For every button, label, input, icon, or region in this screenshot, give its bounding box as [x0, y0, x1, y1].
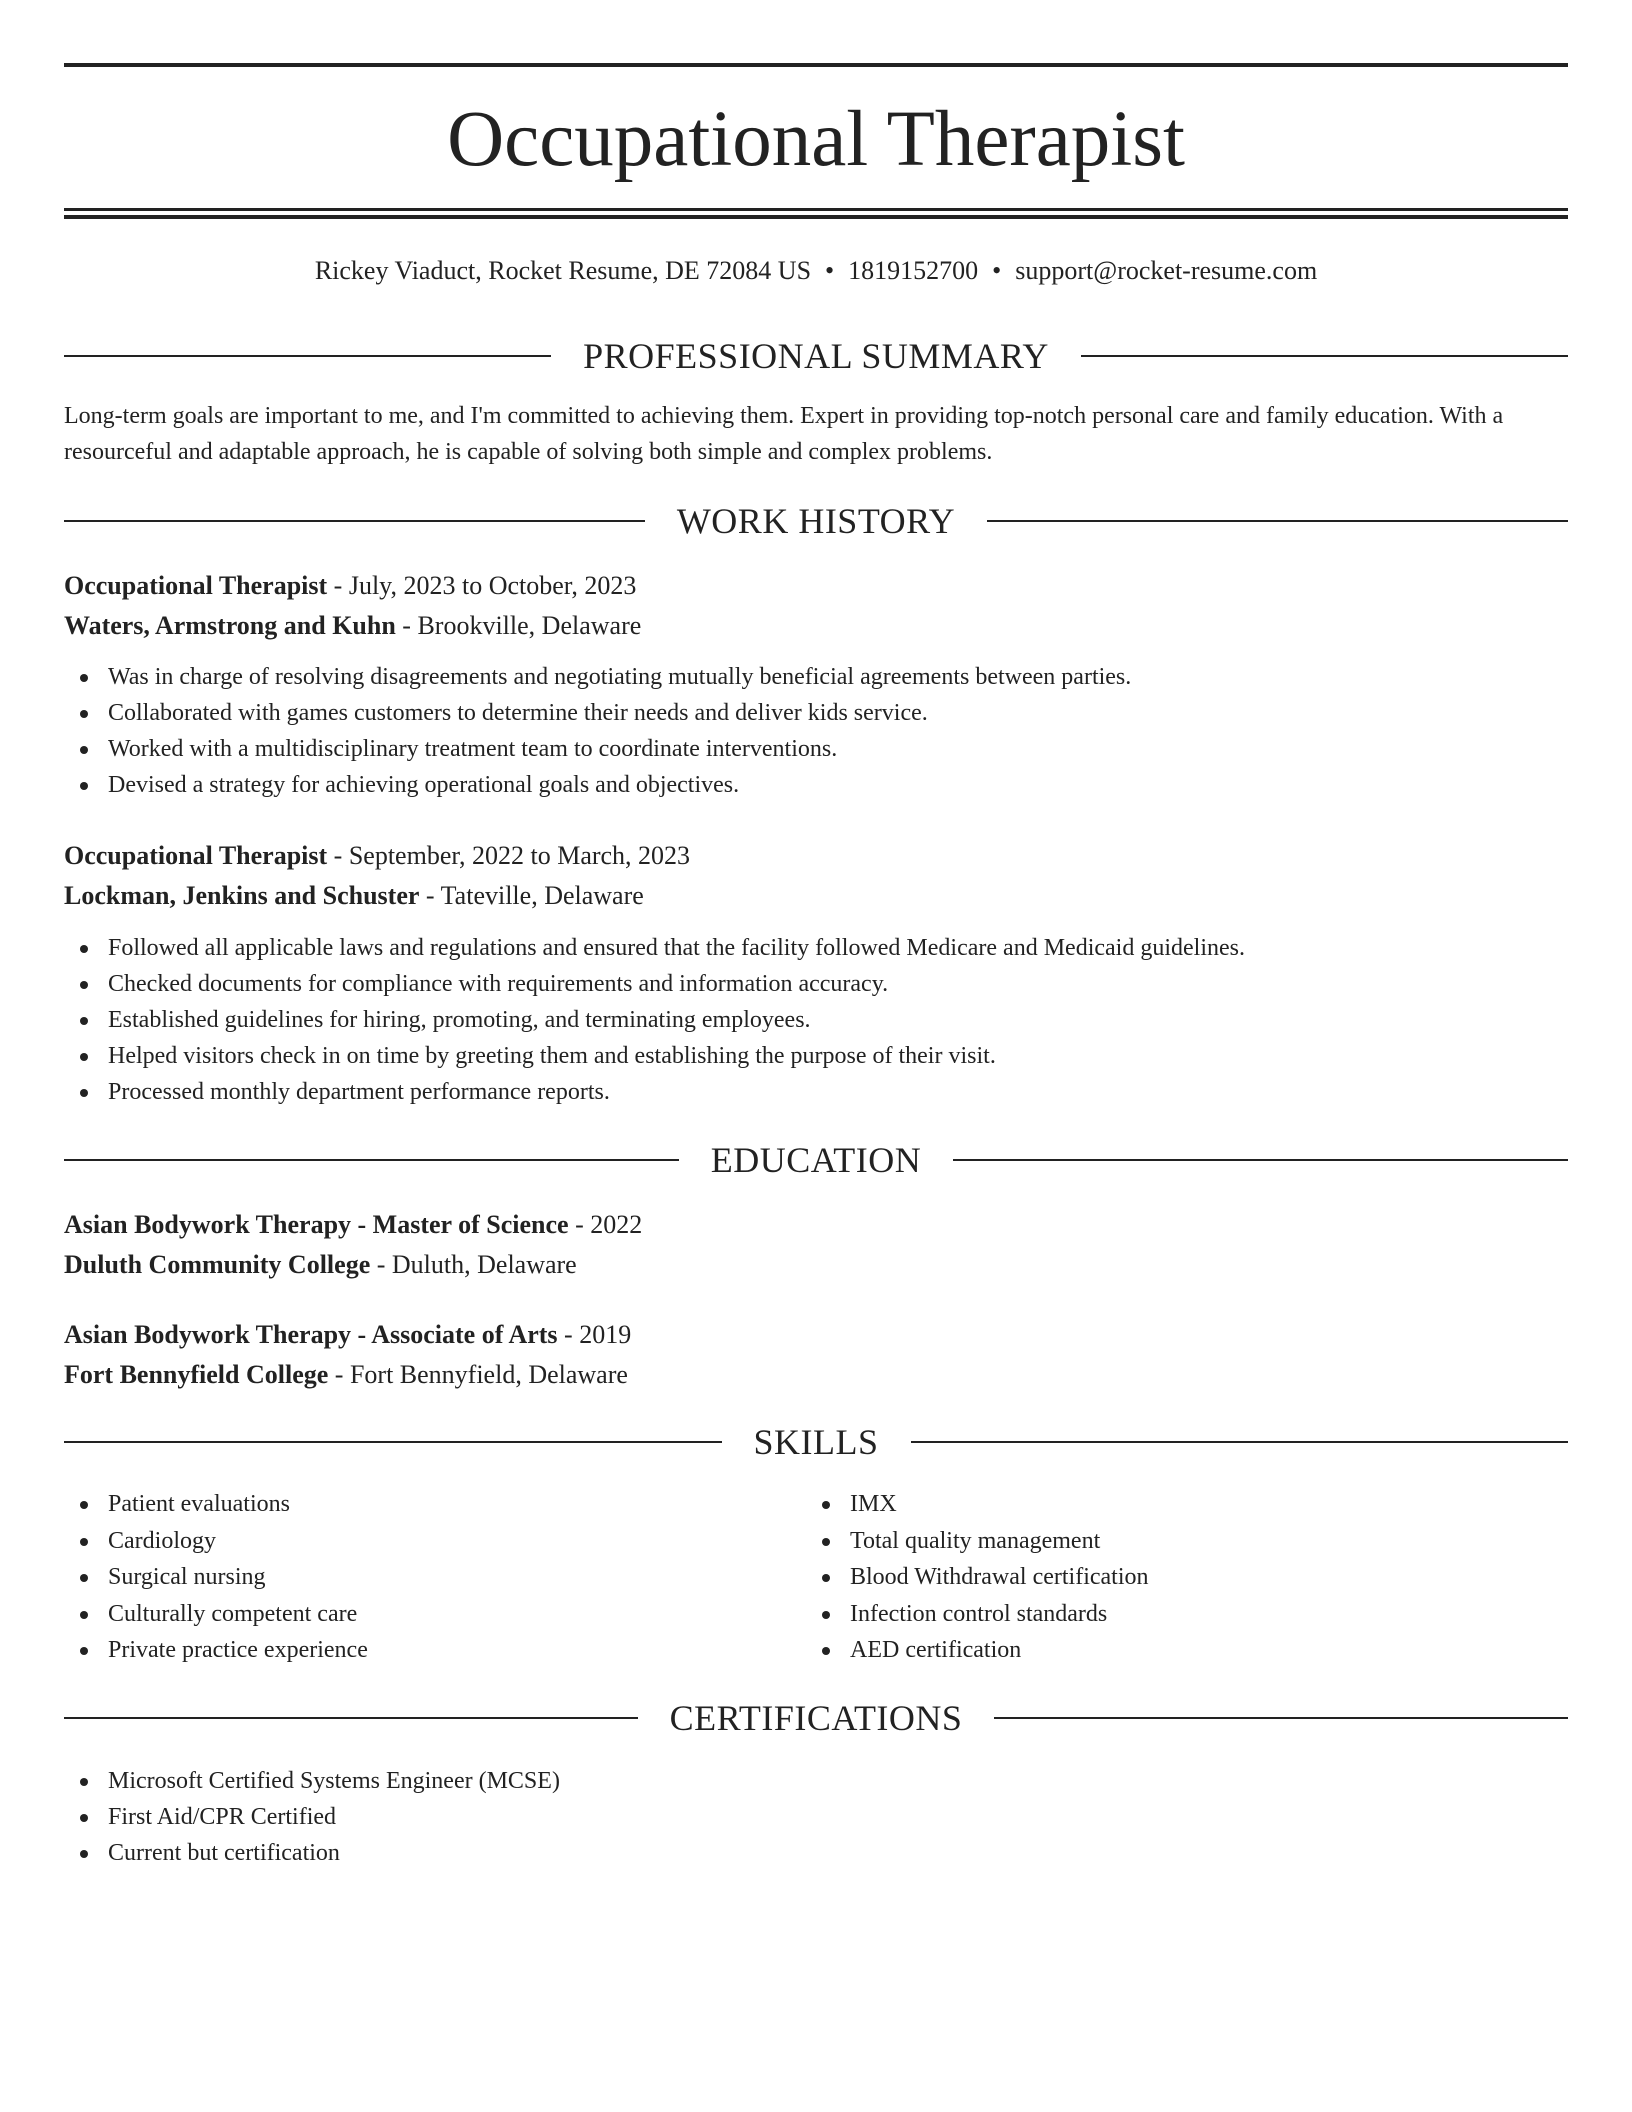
education-degree: Asian Bodywork Therapy - Master of Science [64, 1210, 569, 1239]
job-location: - Tateville, Delaware [425, 881, 644, 910]
heading-rule-right [911, 1441, 1569, 1443]
heading-rule-right [1081, 355, 1568, 357]
education-degree-line [64, 1205, 1568, 1245]
job-company-line [64, 876, 1568, 916]
education-year: - 2019 [564, 1320, 632, 1349]
job-location: - Brookville, Delaware [402, 611, 642, 640]
heading-rule-left [64, 355, 551, 357]
contact-separator: • [825, 256, 835, 285]
skill-item: Culturally competent care [64, 1596, 804, 1633]
job-company: Lockman, Jenkins and Schuster [64, 881, 420, 910]
education-entry-1 [64, 1205, 1568, 1285]
heading-rule-right [953, 1159, 1568, 1161]
job-title: Occupational Therapist [64, 841, 328, 870]
certification-item: First Aid/CPR Certified [64, 1799, 1568, 1835]
job-entry-1-header [64, 566, 1568, 646]
education-school: Fort Bennyfield College [64, 1360, 329, 1389]
header-top-rule [64, 63, 1568, 67]
contact-line [64, 253, 1568, 289]
heading-rule-right [994, 1717, 1568, 1719]
header-double-rule-lower [64, 215, 1568, 219]
education-location: - Duluth, Delaware [376, 1250, 577, 1279]
section-title: SKILLS [753, 1422, 879, 1462]
skill-item: Patient evaluations [64, 1486, 804, 1523]
list-item: Collaborated with games customers to determine their needs and deliver kids service. [64, 695, 1568, 731]
section-title: CERTIFICATIONS [669, 1698, 963, 1738]
job-entry-2-header [64, 836, 1568, 916]
section-heading-education [64, 1138, 1568, 1182]
education-school: Duluth Community College [64, 1250, 371, 1279]
summary-text: Long-term goals are important to me, and I'm committed to achieving them. Expert in providing top-notch personal care and family education. With a resourceful and adaptable approach, he is capable of solving both simple and complex problems. [64, 403, 1504, 465]
skill-item: IMX [806, 1486, 1546, 1523]
job-entry-2-duties [64, 930, 1568, 1110]
education-degree: Asian Bodywork Therapy - Associate of Arts [64, 1320, 558, 1349]
list-item: Devised a strategy for achieving operational goals and objectives. [64, 767, 1568, 803]
job-dates: - July, 2023 to October, 2023 [333, 571, 637, 600]
list-item: Helped visitors check in on time by greeting them and establishing the purpose of their visit. [64, 1038, 1568, 1074]
section-heading-certifications [64, 1696, 1568, 1740]
job-company: Waters, Armstrong and Kuhn [64, 611, 396, 640]
list-item: Processed monthly department performance reports. [64, 1074, 1568, 1110]
contact-separator: • [992, 256, 1002, 285]
education-degree-line [64, 1315, 1568, 1355]
skill-item: Surgical nursing [64, 1559, 804, 1596]
education-entry-2 [64, 1315, 1568, 1395]
section-title: PROFESSIONAL SUMMARY [583, 336, 1049, 376]
skill-item: Infection control standards [806, 1596, 1546, 1633]
contact-email: support@rocket-resume.com [1015, 256, 1318, 285]
skill-item: Total quality management [806, 1523, 1546, 1560]
education-school-line [64, 1355, 1568, 1395]
section-heading-summary [64, 334, 1568, 378]
skills-list-right [806, 1486, 1546, 1669]
education-year: - 2022 [575, 1210, 643, 1239]
header-double-rule-upper [64, 208, 1568, 211]
contact-phone: 1819152700 [848, 256, 979, 285]
list-item: Followed all applicable laws and regulations and ensured that the facility followed Medicare and Medicaid guidelines. [64, 930, 1568, 966]
heading-rule-left [64, 520, 645, 522]
job-title: Occupational Therapist [64, 571, 328, 600]
section-heading-skills [64, 1420, 1568, 1464]
list-item: Established guidelines for hiring, promoting, and terminating employees. [64, 1002, 1568, 1038]
section-title: WORK HISTORY [676, 501, 956, 541]
job-entry-1-duties [64, 659, 1568, 803]
heading-rule-right [987, 520, 1568, 522]
skill-item: Cardiology [64, 1523, 804, 1560]
skill-item: Blood Withdrawal certification [806, 1559, 1546, 1596]
list-item: Checked documents for compliance with requirements and information accuracy. [64, 966, 1568, 1002]
skills-list-left [64, 1486, 804, 1669]
heading-rule-left [64, 1441, 722, 1443]
certification-item: Microsoft Certified Systems Engineer (MCSE) [64, 1763, 1568, 1799]
certification-item: Current but certification [64, 1835, 1568, 1871]
certifications-list [64, 1763, 1568, 1871]
heading-rule-left [64, 1159, 679, 1161]
heading-rule-left [64, 1717, 638, 1719]
job-dates: - September, 2022 to March, 2023 [333, 841, 691, 870]
skill-item: AED certification [806, 1632, 1546, 1669]
list-item: Worked with a multidisciplinary treatment team to coordinate interventions. [64, 731, 1568, 767]
skill-item: Private practice experience [64, 1632, 804, 1669]
contact-address: Rickey Viaduct, Rocket Resume, DE 72084 US [314, 256, 812, 285]
section-heading-work-history [64, 499, 1568, 543]
resume-title: Occupational Therapist [447, 96, 1185, 183]
job-title-line [64, 836, 1568, 876]
education-school-line [64, 1245, 1568, 1285]
job-title-line [64, 566, 1568, 606]
list-item: Was in charge of resolving disagreements and negotiating mutually beneficial agreements between parties. [64, 659, 1568, 695]
section-title: EDUCATION [710, 1140, 922, 1180]
education-location: - Fort Bennyfield, Delaware [334, 1360, 628, 1389]
job-company-line [64, 606, 1568, 646]
